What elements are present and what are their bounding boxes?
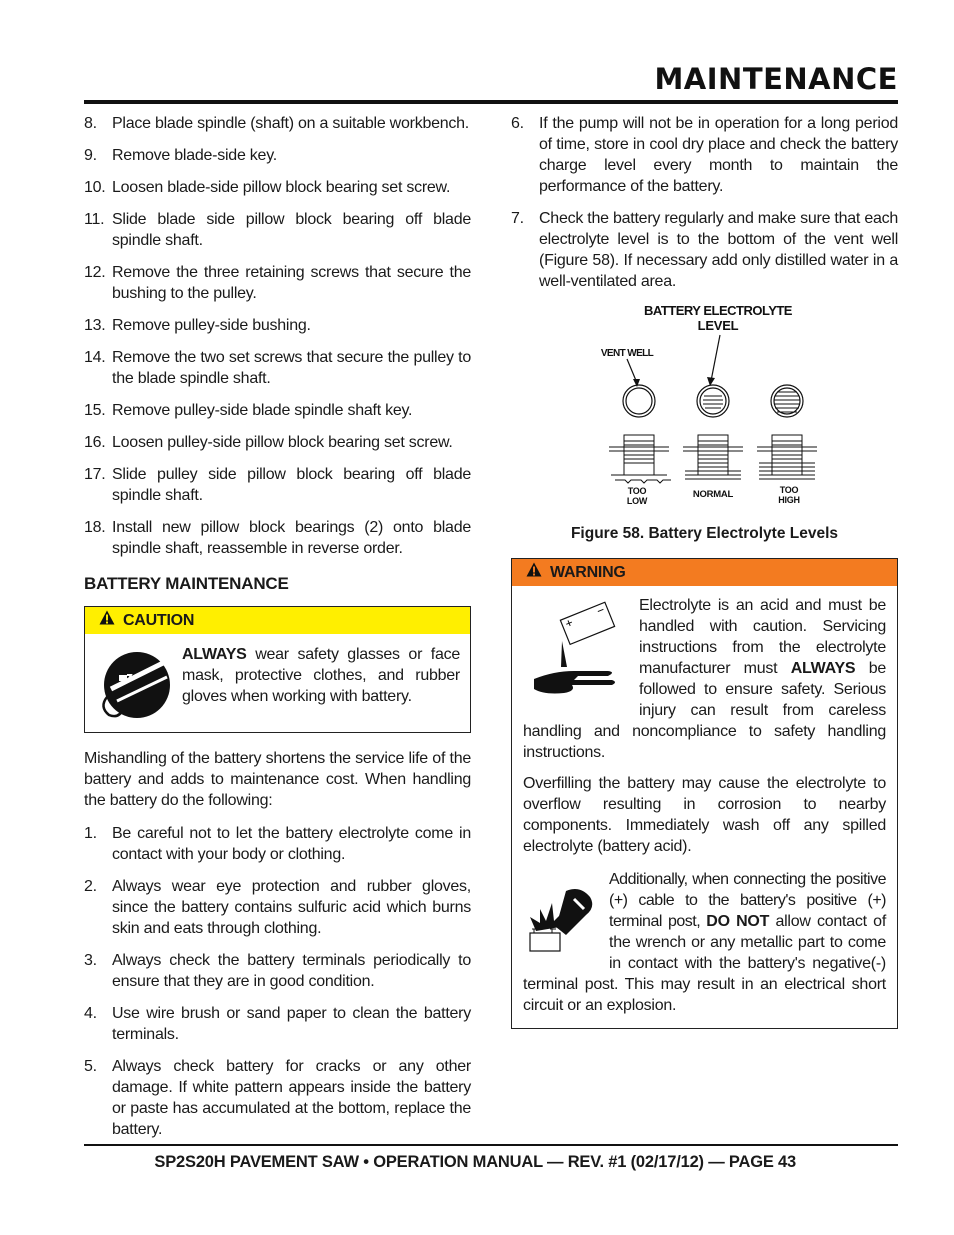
warning-label: WARNING <box>550 564 626 581</box>
step-item <box>84 347 471 389</box>
step-item <box>511 208 898 292</box>
step-number: 8. <box>84 115 97 132</box>
warning-triangle-icon <box>526 562 542 583</box>
warning-header <box>512 559 897 586</box>
step-text: Remove pulley-side bushing. <box>112 317 311 334</box>
figure-title-line2: LEVEL <box>697 318 739 333</box>
too-high-label-1: TOO <box>779 485 799 495</box>
step-number: 12. <box>84 264 106 281</box>
page-footer: SP2S20H PAVEMENT SAW • OPERATION MANUAL — REV. #1 (02/17/12) — PAGE 43 <box>154 1153 796 1171</box>
step-number: 14. <box>84 349 106 366</box>
vent-well-normal <box>697 385 729 417</box>
figure-caption: Figure 58. Battery Electrolyte Levels <box>570 525 839 542</box>
storage-steps <box>511 113 898 292</box>
left-column <box>84 113 471 1151</box>
step-text: Install new pillow block bearings (2) onto blade spindle shaft, reassemble in reverse order. <box>112 519 471 557</box>
step-number: 6. <box>511 115 524 132</box>
step-item <box>84 464 471 506</box>
battery-electrolyte-figure <box>511 299 898 517</box>
step-text: If the pump will not be in operation for a long period of time, store in cool dry place and check the battery charge level every month to maintain the performance of the battery. <box>539 115 898 195</box>
step-number: 16. <box>84 434 106 451</box>
header-rule <box>84 100 898 104</box>
step-text: Slide pulley side pillow block bearing off blade spindle shaft. <box>112 466 471 504</box>
caution-header <box>85 607 470 634</box>
step-item <box>84 262 471 304</box>
step-item <box>511 113 898 197</box>
step-number: 18. <box>84 519 106 536</box>
too-low-label-2: LOW <box>626 496 648 506</box>
step-number: 10. <box>84 179 106 196</box>
warning-paragraph-3: Additionally, when connecting the positive (+) cable to the battery's positive (+) terminal post, DO NOT allow contact of the wrench or any metallic part to come in contact with the battery's negative(-) terminal post. This may result in an electrical short circuit or an explosion. <box>523 871 887 1014</box>
section-high <box>757 435 817 479</box>
step-number: 7. <box>511 210 524 227</box>
battery-step-item <box>84 823 471 865</box>
step-number: 11. <box>84 211 105 228</box>
footer-rule <box>84 1144 898 1146</box>
step-item <box>84 113 471 134</box>
step-item <box>84 315 471 336</box>
section-heading: BATTERY MAINTENANCE <box>84 574 289 593</box>
step-text: Remove pulley-side blade spindle shaft key. <box>112 402 413 419</box>
face-shield-icon <box>97 649 173 727</box>
too-low-label-1: TOO <box>627 486 647 496</box>
battery-step-item <box>84 1056 471 1140</box>
step-text: Remove blade-side key. <box>112 147 277 164</box>
step-item <box>84 209 471 251</box>
warning-box <box>511 558 898 1029</box>
section-low <box>609 435 671 483</box>
battery-step-item <box>84 876 471 939</box>
step-item <box>84 432 471 453</box>
too-high-label-2: HIGH <box>778 495 800 505</box>
caution-box <box>84 606 471 733</box>
electrolyte-level-diagram <box>511 299 898 517</box>
page-title: MAINTENANCE <box>654 62 898 96</box>
step-text: Always check the battery terminals periodically to ensure that they are in good condition. <box>112 952 471 990</box>
warning-triangle-icon <box>99 610 115 631</box>
step-text: Always wear eye protection and rubber gloves, since the battery contains sulfuric acid which burns skin and eats through clothing. <box>112 878 471 937</box>
battery-step-item <box>84 1003 471 1045</box>
step-number: 5. <box>84 1058 97 1075</box>
step-text: Place blade spindle (shaft) on a suitable workbench. <box>112 115 469 132</box>
step-text: Slide blade side pillow block bearing off blade spindle shaft. <box>112 211 471 249</box>
step-number: 1. <box>84 825 97 842</box>
step-item <box>84 177 471 198</box>
warning-paragraph-1: Electrolyte is an acid and must be handled with caution. Servicing instructions from the electrolyte manufacturer must ALWAYS be followed to ensure safety. Serious injury can result from careless handling and noncompliance to safety handling instructions. <box>523 597 886 761</box>
vent-well-low <box>623 385 655 417</box>
battery-step-item <box>84 950 471 992</box>
step-number: 4. <box>84 1005 97 1022</box>
section-normal <box>683 435 743 479</box>
disassembly-steps <box>84 113 471 559</box>
step-text: Always check battery for cracks or any other damage. If white pattern appears inside the battery or paste has accumulated at the bottom, replace the battery. <box>112 1058 471 1138</box>
step-text: Loosen blade-side pillow block bearing set screw. <box>112 179 451 196</box>
step-number: 13. <box>84 317 106 334</box>
step-number: 2. <box>84 878 97 895</box>
step-number: 17. <box>84 466 106 483</box>
right-column <box>511 113 898 1029</box>
mishandling-paragraph: Mishandling of the battery shortens the service life of the battery and adds to maintenance cost. When handling the battery do the following: <box>84 750 471 809</box>
caution-text: ALWAYS wear safety glasses or face mask, protective clothes, and rubber gloves when working with battery. <box>182 646 460 705</box>
vent-well-label: VENT WELL <box>600 348 654 359</box>
warning-paragraph-2: Overfilling the battery may cause the electrolyte to overflow resulting in corrosion to nearby components. Immediately wash off any spilled electrolyte (battery acid). <box>523 775 886 855</box>
figure-title-line1: BATTERY ELECTROLYTE <box>644 303 792 318</box>
normal-label: NORMAL <box>692 489 734 500</box>
step-text: Loosen pulley-side pillow block bearing set screw. <box>112 434 453 451</box>
step-number: 3. <box>84 952 97 969</box>
caution-label: CAUTION <box>123 612 195 629</box>
step-text: Use wire brush or sand paper to clean the battery terminals. <box>112 1005 471 1043</box>
battery-steps <box>84 823 471 1140</box>
step-item <box>84 517 471 559</box>
step-text: Remove the two set screws that secure the pulley to the blade spindle shaft. <box>112 349 471 387</box>
step-text: Be careful not to let the battery electrolyte come in contact with your body or clothing. <box>112 825 471 863</box>
step-text: Check the battery regularly and make sure that each electrolyte level is to the bottom of the vent well (Figure 58). If necessary add only distilled water in a well-ventilated area. <box>539 210 899 290</box>
step-number: 9. <box>84 147 97 164</box>
step-item <box>84 400 471 421</box>
step-number: 15. <box>84 402 106 419</box>
step-item <box>84 145 471 166</box>
step-text: Remove the three retaining screws that secure the bushing to the pulley. <box>112 264 471 302</box>
